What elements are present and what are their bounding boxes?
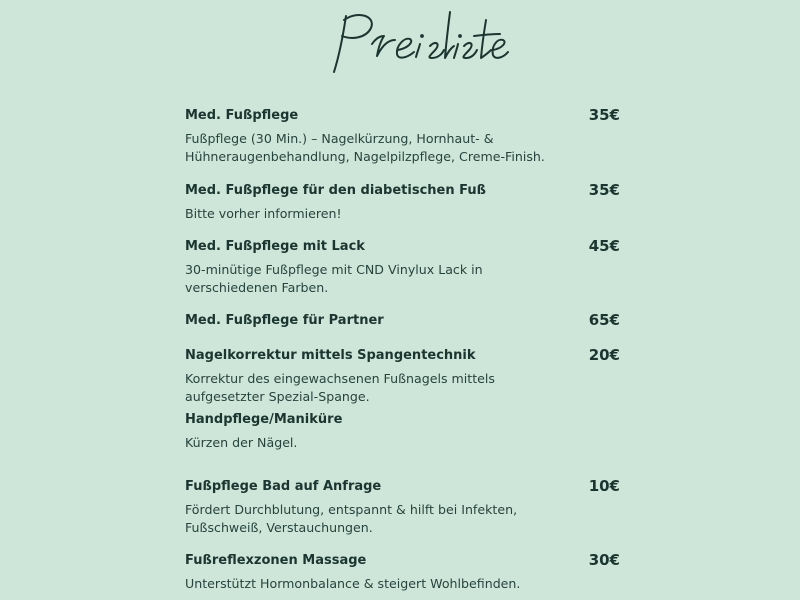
item-name: Med. Fußpflege mit Lack — [185, 239, 365, 254]
list-item — [185, 238, 625, 297]
item-price: 35€ — [588, 106, 620, 124]
item-price: 10€ — [588, 477, 620, 495]
list-item — [185, 182, 625, 223]
item-description: 30-minütige Fußpflege mit CND Vinylux Lack in verschiedenen Farben. — [185, 262, 483, 295]
item-name: Med. Fußpflege — [185, 108, 299, 123]
list-item — [185, 552, 625, 593]
item-description: Unterstützt Hormonbalance & steigert Wohlbefinden. — [185, 576, 521, 591]
page-title — [0, 0, 800, 90]
item-description: Fußpflege (30 Min.) – Nagelkürzung, Hornhaut- & Hühneraugenbehandlung, Nagelpilzpflege, Creme-Finish. — [185, 131, 545, 164]
item-price: 45€ — [588, 237, 620, 255]
item-price: 35€ — [588, 181, 620, 199]
item-price: 30€ — [588, 551, 620, 569]
item-price: 65€ — [588, 311, 620, 329]
item-name: Fußpflege Bad auf Anfrage — [185, 479, 382, 494]
preisliste-script-title — [0, 0, 800, 90]
list-item — [185, 478, 625, 537]
item-description: Fördert Durchblutung, entspannt & hilft bei Infekten, Fußschweiß, Verstauchungen. — [185, 502, 518, 535]
list-item — [185, 411, 625, 452]
item-name: Fußreflexzonen Massage — [185, 553, 367, 568]
list-item — [185, 312, 625, 330]
list-item — [185, 347, 625, 406]
item-description: Bitte vorher informieren! — [185, 206, 342, 221]
list-item — [185, 107, 625, 166]
item-name: Med. Fußpflege für den diabetischen Fuß — [185, 183, 486, 198]
item-name: Nagelkorrektur mittels Spangentechnik — [185, 348, 476, 363]
item-name: Handpflege/Maniküre — [185, 412, 343, 427]
item-price: 20€ — [588, 346, 620, 364]
item-description: Korrektur des eingewachsenen Fußnagels mittels aufgesetzter Spezial-Spange. — [185, 371, 495, 404]
item-description: Kürzen der Nägel. — [185, 435, 298, 450]
item-name: Med. Fußpflege für Partner — [185, 313, 384, 328]
